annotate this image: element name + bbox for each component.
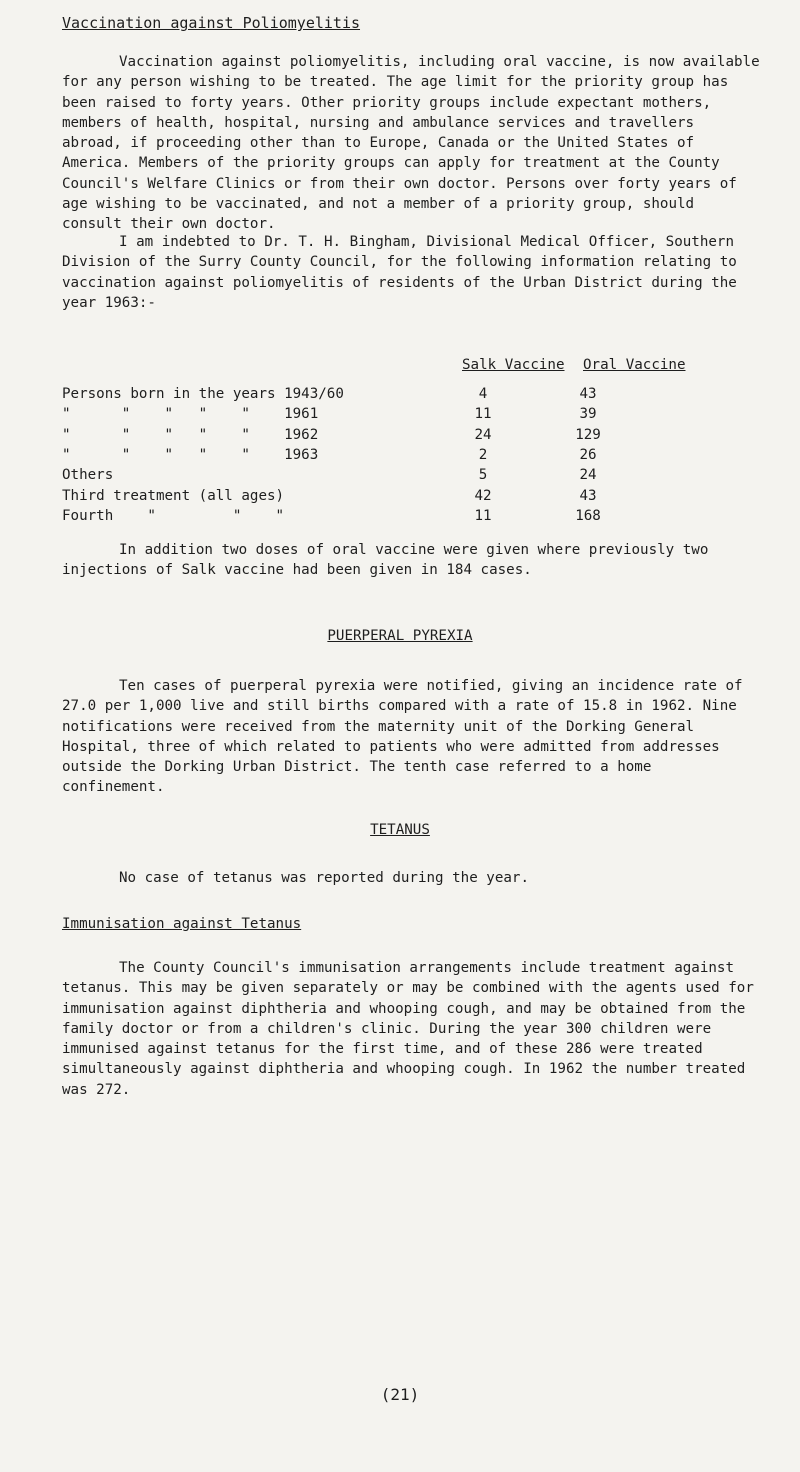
- vaccination-table-body: [62, 384, 652, 526]
- row-label: " " " " " 1962: [62, 426, 319, 443]
- oral-value: 39: [579, 406, 597, 423]
- salk-value: 2: [478, 447, 488, 464]
- salk-column-header: Salk Vaccine: [462, 357, 565, 373]
- oral-value: 24: [579, 467, 597, 484]
- tetanus-immunisation-heading: Immunisation against Tetanus: [62, 916, 302, 932]
- row-label: Persons born in the years 1943/60: [62, 386, 344, 403]
- table-row: [62, 384, 652, 404]
- table-row: [62, 425, 652, 445]
- table-row: [62, 506, 652, 526]
- salk-value: 11: [474, 507, 492, 524]
- pyrexia-paragraph: Ten cases of puerperal pyrexia were notified, giving an incidence rate of 27.0 per 1,000 live and still births compared with a rate of 15.8 in 1962. Nine notifications were received from the maternity unit of the Dorking General Hospital, three of which related to patients who were admitted from addresses outside the Dorking Urban District. The tenth case referred to a home confinement.: [62, 678, 743, 796]
- oral-value: 168: [575, 507, 601, 524]
- tetanus-paragraph-2: The County Council's immunisation arrangements include treatment against tetanus. This may be given separately or may be combined with the agents used for immunisation against diphtheria and whooping cough, and may be obtained from the family doctor or from a children's clinic. During the year 300 children were immunised against tetanus for the first time, and of these 286 were treated simultaneously against diphtheria and whooping cough. In 1962 the number treated was 272.: [62, 960, 754, 1098]
- table-row: [62, 404, 652, 424]
- oral-value: 26: [579, 447, 597, 464]
- page-number: (21): [380, 1385, 420, 1404]
- tetanus-paragraph: No case of tetanus was reported during the year.: [119, 870, 529, 886]
- tetanus-title: TETANUS: [370, 822, 430, 838]
- polio-paragraph-1: Vaccination against poliomyelitis, including oral vaccine, is now available for any person wishing to be treated. The age limit for the priority group has been raised to forty years. Other priority groups include expectant mothers, members of health, hospital, nursing and ambulance services and travellers abroad, if proceeding other than to Europe, Canada or the United States of America. Members of the priority groups can apply for treatment at the County Council's Welfare Clinics or from their own doctor. Persons over forty years of age wishing to be vaccinated, and not a member of a priority group, should consult their own doctor.: [62, 54, 760, 233]
- polio-heading: Vaccination against Poliomyelitis: [62, 14, 361, 32]
- pyrexia-title: PUERPERAL PYREXIA: [327, 628, 473, 644]
- table-row: [62, 445, 652, 465]
- oral-value: 43: [579, 386, 597, 403]
- oral-value: 129: [575, 426, 601, 443]
- oral-column-header: Oral Vaccine: [583, 357, 686, 373]
- polio-paragraph-2: I am indebted to Dr. T. H. Bingham, Divisional Medical Officer, Southern Division of the Surry County Council, for the following information relating to vaccination against poliomyelitis of residents of the Urban District during the year 1963:-: [62, 234, 737, 311]
- table-row: [62, 485, 652, 505]
- row-label: Others: [62, 467, 114, 484]
- vaccination-table: [62, 384, 652, 526]
- salk-value: 11: [474, 406, 492, 423]
- oral-value: 43: [579, 487, 597, 504]
- salk-value: 24: [474, 426, 492, 443]
- polio-paragraph-3: In addition two doses of oral vaccine were given where previously two injections of Salk vaccine had been given in 184 cases.: [62, 542, 709, 579]
- salk-value: 4: [478, 386, 488, 403]
- row-label: " " " " " 1961: [62, 406, 319, 423]
- row-label: Third treatment (all ages): [62, 487, 285, 504]
- row-label: Fourth " " ": [62, 507, 285, 524]
- salk-value: 5: [478, 467, 488, 484]
- row-label: " " " " " 1963: [62, 447, 319, 464]
- table-row: [62, 465, 652, 485]
- salk-value: 42: [474, 487, 492, 504]
